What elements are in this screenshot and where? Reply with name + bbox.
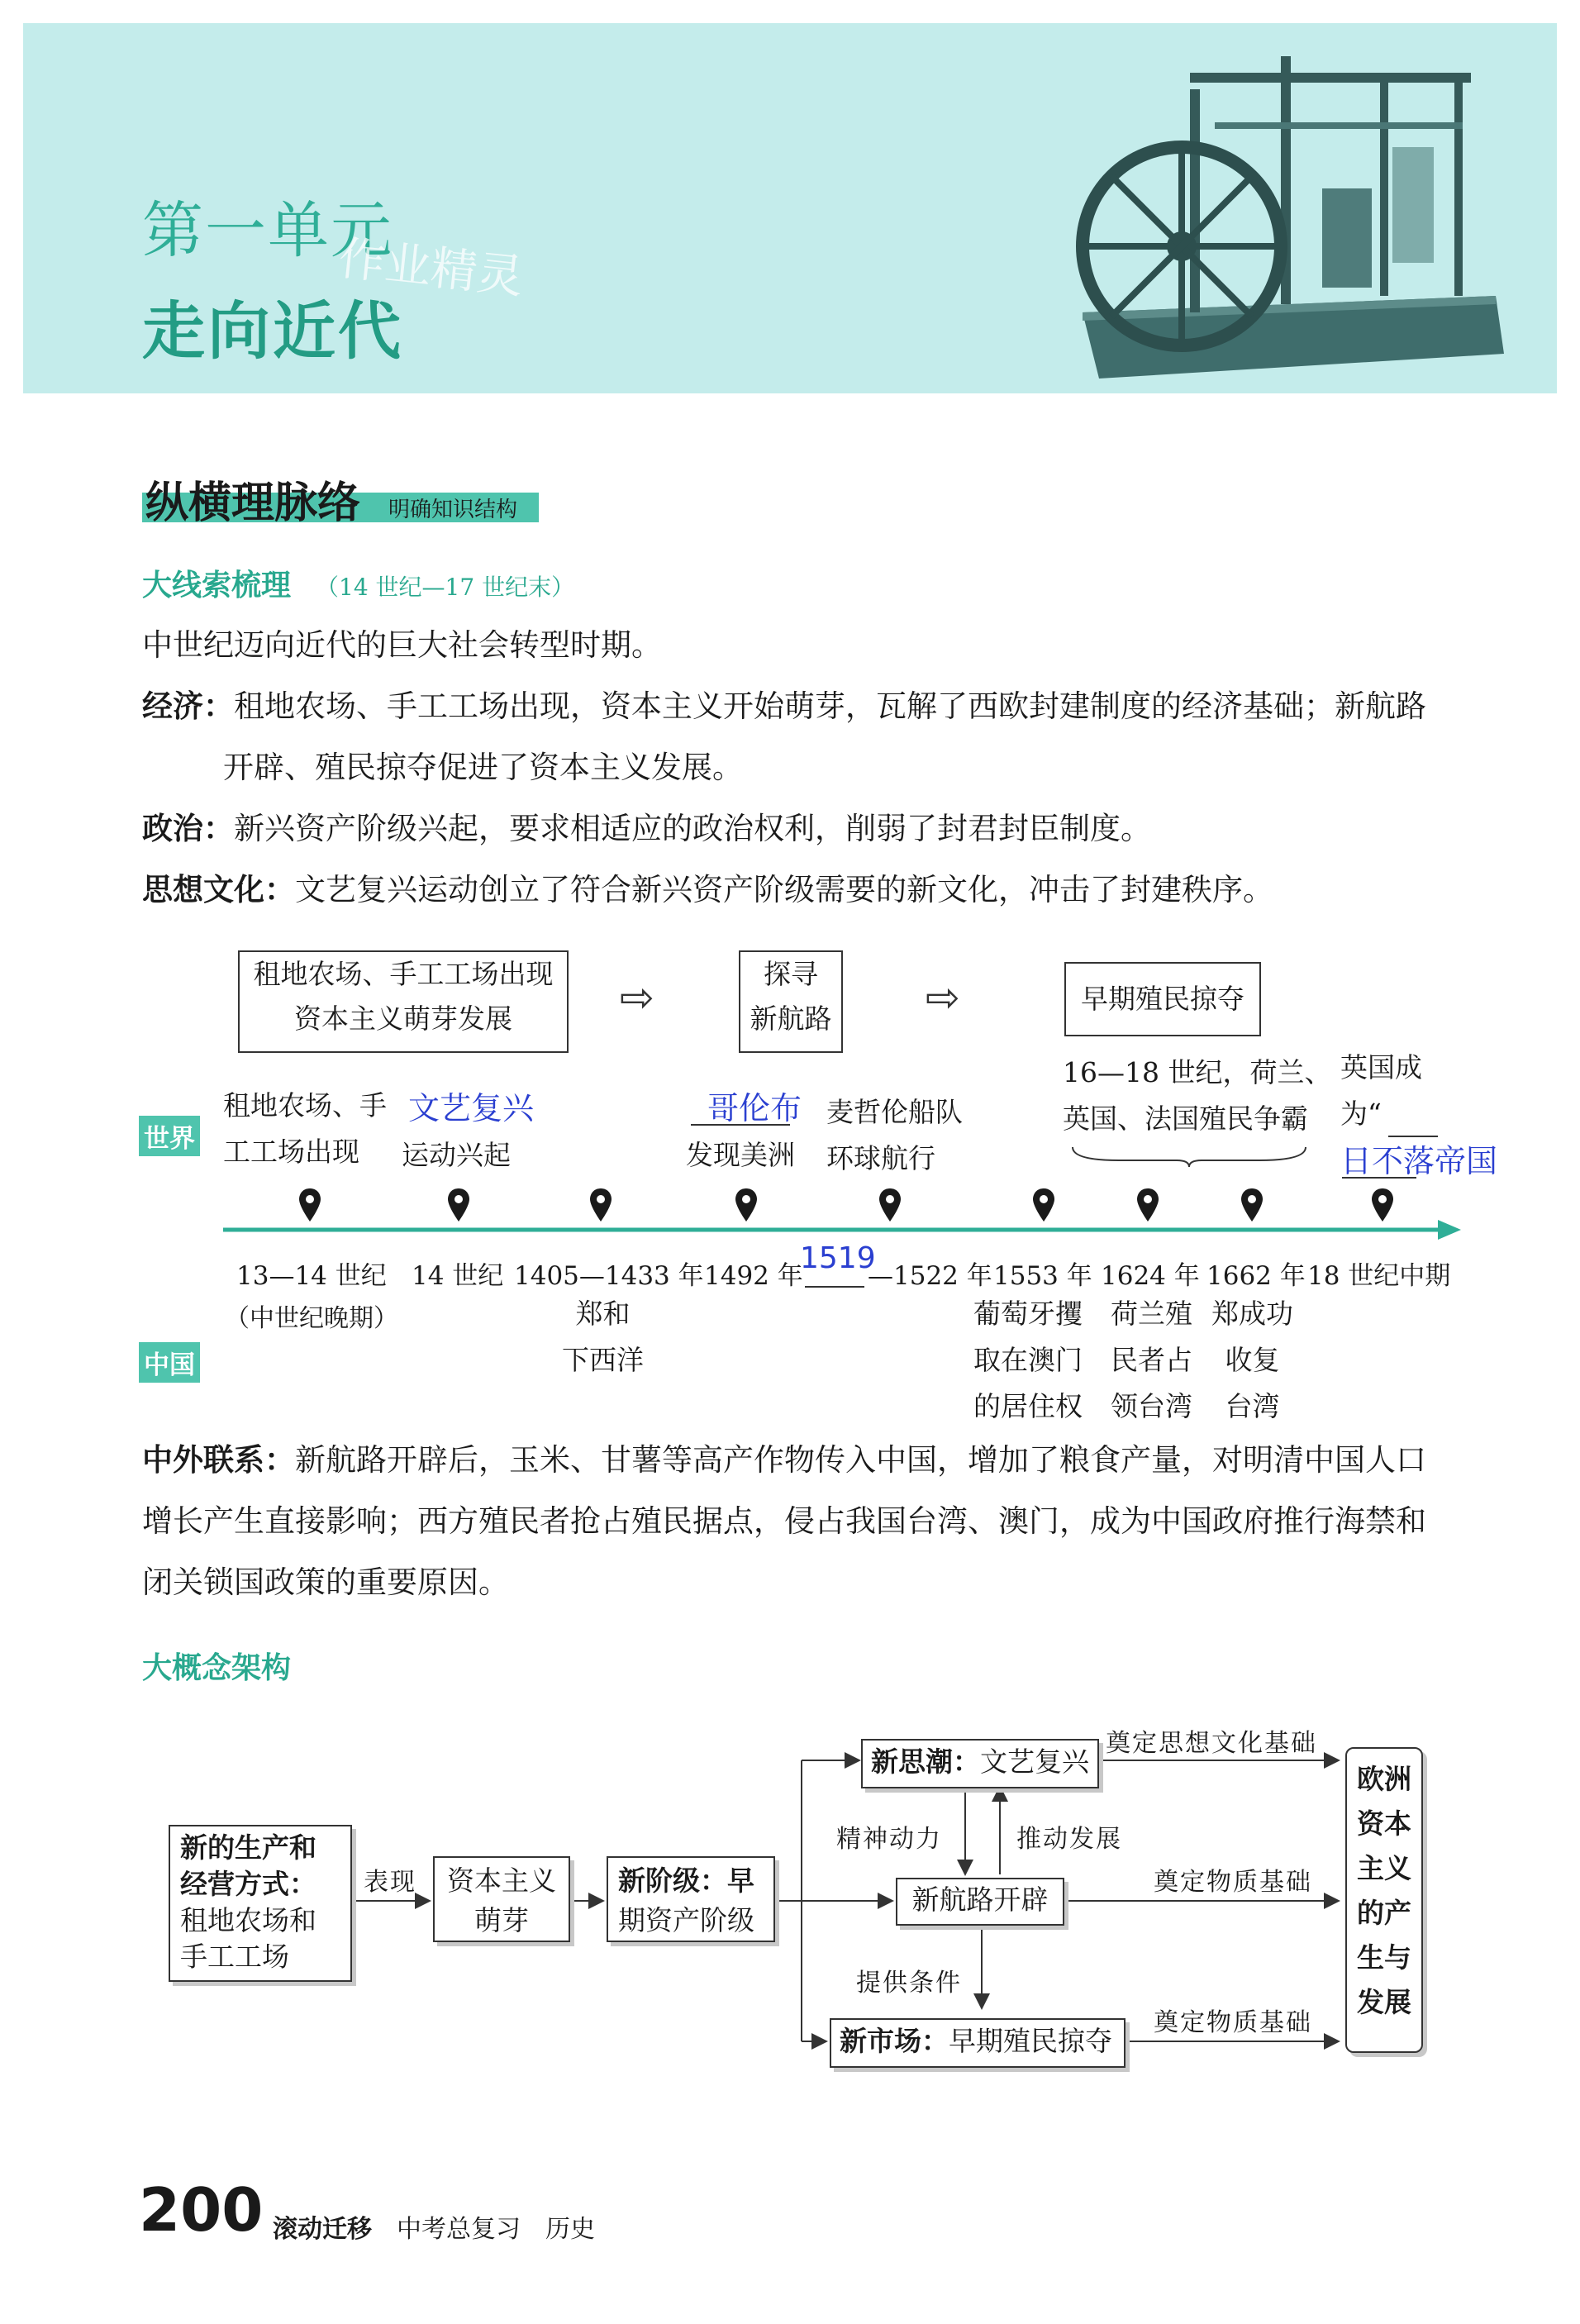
concept-box-new-production: [169, 1825, 352, 1982]
concept-box3-line1: 新阶级：早: [618, 1864, 754, 1897]
label-culture-foundation: 奠定思想文化基础: [1106, 1729, 1317, 1758]
china-event-dutch-taiwan: [1111, 1291, 1192, 1430]
concept-box-european-capitalism: [1345, 1747, 1423, 2053]
label-provide-conditions: 提供条件: [856, 1969, 962, 1998]
handwritten-columbus: 哥伦布: [707, 1090, 802, 1126]
concept-box2-line1: 资本主义: [447, 1864, 556, 1897]
concept-box3-line2: 期资产阶级: [618, 1904, 754, 1936]
politics-paragraph: [142, 798, 1151, 860]
china-event-macau-line2: 取在澳门: [973, 1344, 1083, 1376]
section-title: 纵横理脉络: [145, 479, 361, 528]
concept-box4-text: 文艺复兴: [980, 1745, 1089, 1778]
main-line-range: （14 世纪—17 世纪末）: [316, 574, 575, 601]
china-event-macau-line1: 葡萄牙攫: [973, 1298, 1083, 1330]
world-event-columbus: 发现美洲: [686, 1139, 795, 1171]
concept-box7-line: 资本: [1357, 1807, 1411, 1840]
unit-title: 走向近代: [142, 294, 403, 368]
location-pin-icon: [1370, 1187, 1395, 1223]
concept-box7-line: 生与: [1357, 1941, 1411, 1974]
china-event-zcg-line3: 台湾: [1225, 1390, 1280, 1422]
date-label: 1662 年: [1206, 1261, 1306, 1291]
stage-box-routes-line2: 新航路: [750, 1002, 832, 1035]
unit-label: 第一单元: [142, 195, 393, 266]
china-event-zhenghe-line1: 郑和: [575, 1298, 631, 1330]
stage-box-budding-line1: 租地农场、手工工场出现: [253, 958, 554, 990]
relations-text-1: 新航路开辟后，玉米、甘薯等高产作物传入中国，增加了粮食产量，对明清中国人口: [295, 1442, 1426, 1478]
location-pin-icon: [734, 1187, 759, 1223]
concept-box7-line: 欧洲: [1357, 1763, 1411, 1795]
date-label: 1405—1433 年: [514, 1261, 704, 1291]
world-event-renaissance: 运动兴起: [402, 1139, 511, 1171]
watermark: 作业精灵: [336, 231, 526, 305]
concept-box-new-class: [607, 1856, 775, 1942]
concept-box2-line2: 萌芽: [474, 1904, 529, 1936]
concept-box4-lead: 新思潮：: [871, 1745, 980, 1778]
concept-box6-lead: 新市场：: [840, 2025, 949, 2057]
relations-lead: 中外联系：: [142, 1442, 295, 1478]
date-label: 13—14 世纪: [236, 1261, 387, 1291]
section-subtitle: 明确知识结构: [388, 498, 518, 522]
label-material-foundation: 奠定物质基础: [1154, 1868, 1312, 1897]
footer-book: 中考总复习: [397, 2215, 521, 2244]
concept-box7-line: 发展: [1357, 1986, 1411, 2018]
relations-paragraph: [142, 1430, 1426, 1491]
china-event-dutch-line3: 领台湾: [1111, 1390, 1192, 1422]
stage-box-budding: [238, 950, 569, 1053]
location-pin-icon: [588, 1187, 613, 1223]
world-event-colonial-rivalry: [1063, 1050, 1331, 1142]
location-pin-icon: [1031, 1187, 1056, 1223]
label-material-foundation: 奠定物质基础: [1154, 2008, 1312, 2037]
economy-text-1: 租地农场、手工工场出现，资本主义开始萌芽，瓦解了西欧封建制度的经济基础；新航路: [234, 688, 1426, 724]
world-event-farms-line2: 工工场出现: [223, 1136, 359, 1168]
label-promote: 推动发展: [1016, 1825, 1122, 1854]
economy-paragraph: [142, 676, 1426, 737]
label-spiritual-drive: 精神动力: [836, 1825, 942, 1854]
stage-box-budding-line2: 资本主义萌芽发展: [294, 1002, 512, 1035]
concept-box1-line2: 经营方式：: [180, 1868, 316, 1900]
concept-box-capitalism-budding: [433, 1856, 570, 1942]
steam-engine-image: [1066, 23, 1529, 393]
relations-text-3: 闭关锁国政策的重要原因。: [142, 1564, 509, 1600]
concept-box-new-routes: 新航路开辟: [896, 1878, 1064, 1926]
concept-box1-line4: 手工工场: [180, 1941, 289, 1973]
world-event-magellan-line1: 麦哲伦船队: [826, 1096, 963, 1128]
china-event-zhenghe-line2: 下西洋: [562, 1344, 644, 1376]
economy-lead: 经济：: [142, 688, 234, 724]
world-event-magellan-line2: 环球航行: [826, 1142, 935, 1174]
world-event-farms: [223, 1083, 387, 1175]
concept-box7-line: 主义: [1357, 1852, 1411, 1884]
concept-box1-line3: 租地农场和: [180, 1904, 316, 1936]
china-tag: 中国: [139, 1342, 200, 1383]
date-label: 1553 年: [993, 1261, 1092, 1291]
location-pin-icon: [1135, 1187, 1160, 1223]
main-line-heading: [142, 562, 574, 604]
handwritten-empire: 日不落帝国: [1340, 1143, 1498, 1179]
concept-box7-line: 的产: [1357, 1897, 1411, 1929]
politics-lead: 政治：: [142, 811, 234, 846]
stage-box-colonial: 早期殖民掠夺: [1064, 962, 1261, 1036]
china-event-macau-line3: 的居住权: [973, 1390, 1083, 1422]
footer-subject: 历史: [545, 2215, 595, 2244]
intro-text: 中世纪迈向近代的巨大社会转型时期。: [142, 627, 662, 663]
answer-underline: [691, 1124, 790, 1126]
china-event-zcg-line1: 郑成功: [1211, 1298, 1293, 1330]
handwritten-year: 1519: [800, 1241, 876, 1275]
main-line-heading-text: 大线索梳理: [142, 569, 292, 602]
culture-paragraph: [142, 860, 1273, 921]
location-pin-icon: [878, 1187, 902, 1223]
brace-icon: [1069, 1144, 1309, 1169]
china-event-zcg-line2: 收复: [1225, 1344, 1280, 1376]
culture-lead: 思想文化：: [142, 872, 295, 907]
answer-underline: [805, 1286, 864, 1288]
hollow-arrow-icon: ⇨: [926, 974, 960, 1022]
world-event-britain: [1340, 1045, 1422, 1137]
location-pin-icon: [1240, 1187, 1264, 1223]
culture-text: 文艺复兴运动创立了符合新兴资产阶级需要的新文化，冲击了封建秩序。: [295, 872, 1273, 907]
hollow-arrow-icon: ⇨: [620, 974, 654, 1022]
world-event-farms-line1: 租地农场、手: [223, 1089, 387, 1122]
china-event-zhenghe: [562, 1291, 644, 1383]
concept-box6-text: 早期殖民掠夺: [949, 2025, 1112, 2057]
stage-box-routes: [739, 950, 843, 1053]
concept-heading: 大概念架构: [142, 1651, 292, 1685]
world-event-britain-line2: 为“: [1340, 1098, 1382, 1130]
concept-box-new-thought: [861, 1739, 1099, 1788]
china-event-macau: [973, 1291, 1083, 1430]
world-event-britain-line1: 英国成: [1340, 1051, 1422, 1083]
concept-box1-line1: 新的生产和: [180, 1831, 316, 1864]
stage-box-routes-line1: 探寻: [764, 958, 818, 990]
world-tag: 世界: [139, 1116, 200, 1156]
date-label: 18 世纪中期: [1307, 1261, 1451, 1291]
location-pin-icon: [297, 1187, 322, 1223]
politics-text: 新兴资产阶级兴起，要求相适应的政治权利，削弱了封君封臣制度。: [234, 811, 1151, 846]
page-number: 200: [139, 2175, 264, 2245]
world-event-rivalry-line2: 英国、法国殖民争霸: [1063, 1102, 1308, 1135]
label-manifest: 表现: [364, 1868, 416, 1897]
location-pin-icon: [446, 1187, 471, 1223]
china-event-zheng-chenggong: [1211, 1291, 1293, 1430]
china-event-dutch-line2: 民者占: [1111, 1344, 1192, 1376]
china-event-dutch-line1: 荷兰殖: [1111, 1298, 1192, 1330]
world-event-rivalry-line1: 16—18 世纪，荷兰、: [1063, 1056, 1332, 1088]
china-event-late-middle-ages: （中世纪晚期）: [225, 1304, 398, 1333]
economy-text-2: 开辟、殖民掠夺促进了资本主义发展。: [223, 750, 743, 785]
date-label: —1522 年: [868, 1261, 992, 1291]
date-label: 14 世纪: [412, 1261, 504, 1291]
date-label: 1492 年: [704, 1261, 803, 1291]
concept-box-new-market: [830, 2018, 1126, 2068]
answer-underline: [1342, 1177, 1416, 1179]
date-label: 1624 年: [1101, 1261, 1200, 1291]
relations-text-2: 增长产生直接影响；西方殖民者抢占殖民据点，侵占我国台湾、澳门，成为中国政府推行海禁和: [142, 1503, 1426, 1539]
world-event-magellan: [826, 1089, 963, 1182]
footer-series: 滚动迁移: [273, 2215, 372, 2244]
handwritten-renaissance: 文艺复兴: [408, 1090, 535, 1126]
